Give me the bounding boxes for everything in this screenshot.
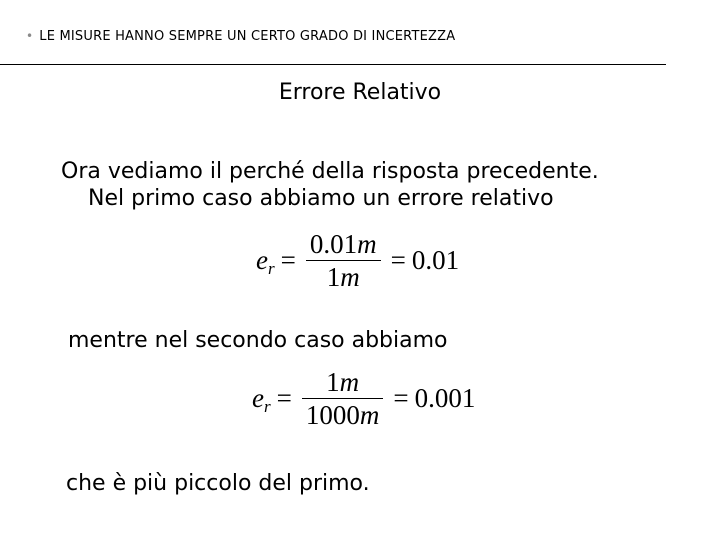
formula2-lhs-sub: r [263,396,271,416]
formula1-numerator [306,230,381,260]
formula2-denominator [302,398,384,429]
body-line-2: Nel primo caso abbiamo un errore relativo [88,186,554,211]
formula2-den-value: 1000 [305,400,360,431]
formula1-num-value: 0.01 [309,229,358,259]
body-line-4: che è più piccolo del primo. [66,471,370,496]
formula1-equals-1: = [280,245,296,276]
formula2-num-value: 1 [326,367,340,397]
formula1-num-unit: m [357,229,377,259]
formula2-equals-2: = [393,383,409,414]
formula2-den-unit: m [359,400,380,431]
formula2-numerator [322,368,363,398]
formula2-num-unit: m [339,367,360,397]
formula1-den-unit: m [340,262,360,293]
formula-first-case [256,230,459,292]
slide-title: Errore Relativo [278,80,442,105]
formula1-fraction [306,230,381,292]
formula1-lhs-sub: r [267,258,275,278]
formula2-equals-1: = [276,383,292,414]
formula1-result: 0.01 [411,245,460,276]
formula1-den-value: 1 [326,262,341,293]
formula-second-case [252,368,475,430]
formula2-lhs-var: e [252,383,264,414]
bullet-icon: • [26,29,34,43]
slide-header [26,29,455,44]
formula1-lhs-var: e [256,245,268,276]
formula1-equals-2: = [390,245,406,276]
header-text: LE MISURE HANNO SEMPRE UN CERTO GRADO DI INCERTEZZA [39,29,456,44]
body-line-1: Ora vediamo il perché della risposta precedente. [61,159,599,184]
formula2-result: 0.001 [414,383,476,414]
header-divider [0,64,666,65]
body-line-3: mentre nel secondo caso abbiamo [68,328,448,353]
formula2-fraction [302,368,384,430]
formula1-denominator [306,260,381,291]
